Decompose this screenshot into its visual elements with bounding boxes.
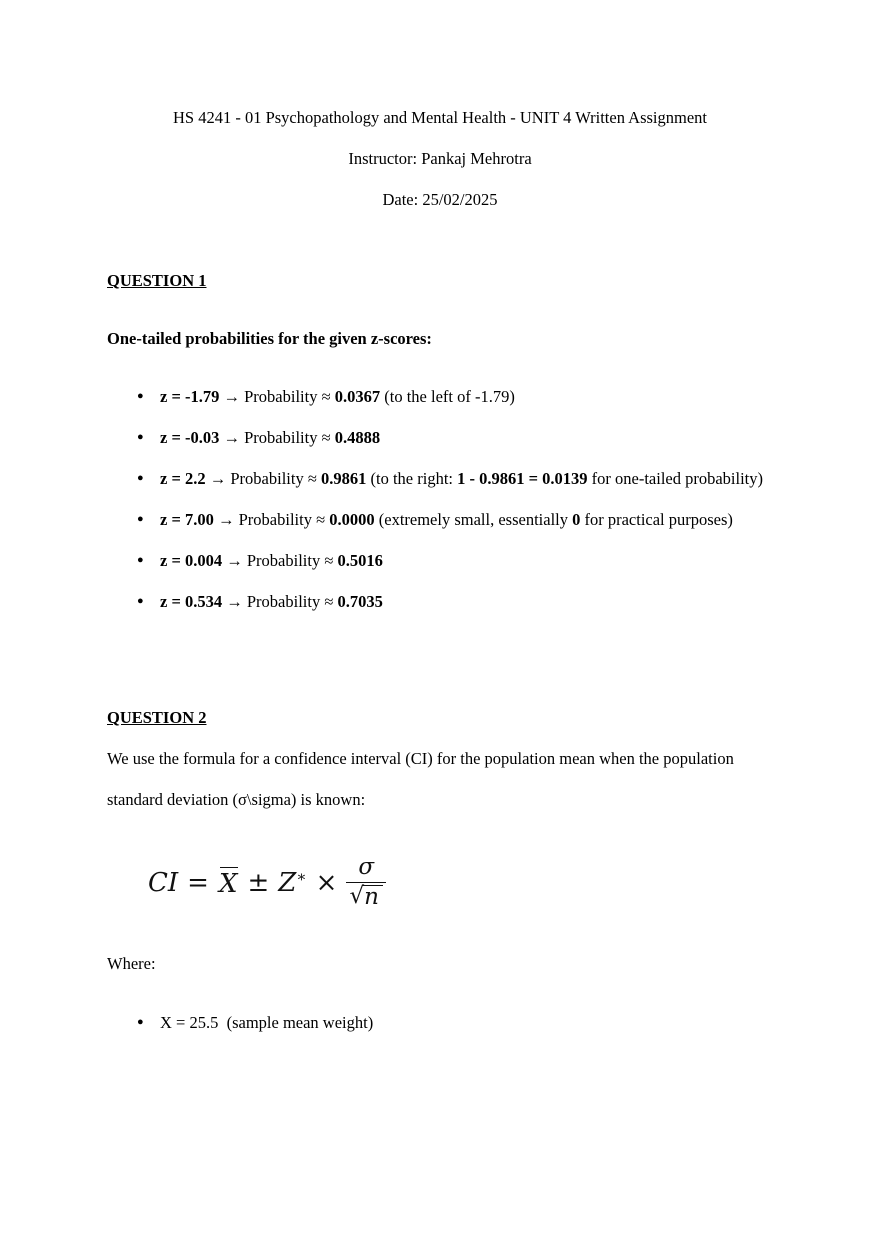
list-item bbox=[107, 458, 773, 499]
text-segment: z = -0.03 bbox=[160, 428, 220, 447]
where-list bbox=[107, 1002, 773, 1043]
formula-times: × bbox=[315, 867, 338, 898]
text-segment: z = -1.79 bbox=[160, 387, 220, 406]
list-item bbox=[107, 1002, 773, 1043]
text-segment: z = 0.534 bbox=[160, 592, 223, 611]
text-segment: → Probability ≈ bbox=[222, 592, 338, 611]
text-segment: 0.0367 bbox=[334, 387, 381, 406]
text-segment: → Probability ≈ bbox=[213, 510, 330, 529]
text-segment: for practical purposes) bbox=[580, 510, 733, 529]
text-segment: (extremely small, essentially bbox=[374, 510, 573, 529]
list-item bbox=[107, 581, 773, 622]
z-score-list bbox=[107, 376, 773, 622]
instructor-line: Instructor: Pankaj Mehrotra bbox=[348, 149, 532, 168]
radical-sign: √ bbox=[349, 883, 365, 909]
text-segment: → Probability ≈ bbox=[222, 551, 338, 570]
text-segment: z = 0.004 bbox=[160, 551, 223, 570]
formula-ci: CI bbox=[148, 867, 179, 898]
question-2-heading: QUESTION 2 bbox=[107, 708, 207, 727]
text-segment: for one-tailed probability) bbox=[587, 469, 763, 488]
text-segment: (to the right: bbox=[366, 469, 458, 488]
text-segment: z = 2.2 bbox=[160, 469, 206, 488]
formula-fraction bbox=[346, 856, 386, 909]
formula-denominator bbox=[350, 883, 383, 909]
text-segment: → Probability ≈ bbox=[219, 428, 335, 447]
text-segment: X = 25.5 (sample mean weight) bbox=[160, 1013, 374, 1032]
question-2-heading-row bbox=[107, 697, 773, 738]
formula-star: ∗ bbox=[296, 866, 307, 885]
formula-plus-minus: ± bbox=[247, 867, 270, 898]
question-1-heading-row bbox=[107, 260, 773, 301]
question-1-intro: One-tailed probabilities for the given z-scores: bbox=[107, 329, 432, 348]
formula-equals: = bbox=[187, 867, 209, 898]
question-2-intro: We use the formula for a confidence interval (CI) for the population mean when the population standard deviation (σ\sigma) is known: bbox=[107, 749, 734, 809]
text-segment: → Probability ≈ bbox=[205, 469, 321, 488]
text-segment: 0.7035 bbox=[337, 592, 383, 611]
ci-formula-row bbox=[148, 856, 773, 909]
text-segment: (to the left of -1.79) bbox=[380, 387, 515, 406]
list-item bbox=[107, 499, 773, 540]
date-line: Date: 25/02/2025 bbox=[382, 190, 498, 209]
where-label: Where: bbox=[107, 954, 156, 973]
question-1-heading: QUESTION 1 bbox=[107, 271, 207, 290]
text-segment: 0.0000 bbox=[329, 510, 375, 529]
list-item bbox=[107, 376, 773, 417]
question-1-section bbox=[107, 260, 773, 622]
formula-z: Z bbox=[278, 867, 297, 898]
text-segment: 0 bbox=[572, 510, 581, 529]
list-item bbox=[107, 417, 773, 458]
text-segment: 1 - 0.9861 = 0.0139 bbox=[457, 469, 588, 488]
ci-formula bbox=[148, 856, 386, 909]
formula-z-star bbox=[278, 866, 307, 898]
formula-xbar: X bbox=[218, 868, 238, 899]
text-segment: 0.5016 bbox=[337, 551, 383, 570]
text-segment: z = 7.00 bbox=[160, 510, 214, 529]
formula-numerator-sigma: σ bbox=[358, 854, 375, 880]
document-title: HS 4241 - 01 Psychopathology and Mental Health - UNIT 4 Written Assignment bbox=[172, 108, 707, 127]
text-segment: → Probability ≈ bbox=[219, 387, 335, 406]
list-item bbox=[107, 540, 773, 581]
document-header bbox=[107, 0, 773, 220]
radical-argument-n: n bbox=[362, 885, 383, 909]
text-segment: 0.4888 bbox=[334, 428, 381, 447]
text-segment: 0.9861 bbox=[321, 469, 367, 488]
question-2-section bbox=[107, 697, 773, 1043]
